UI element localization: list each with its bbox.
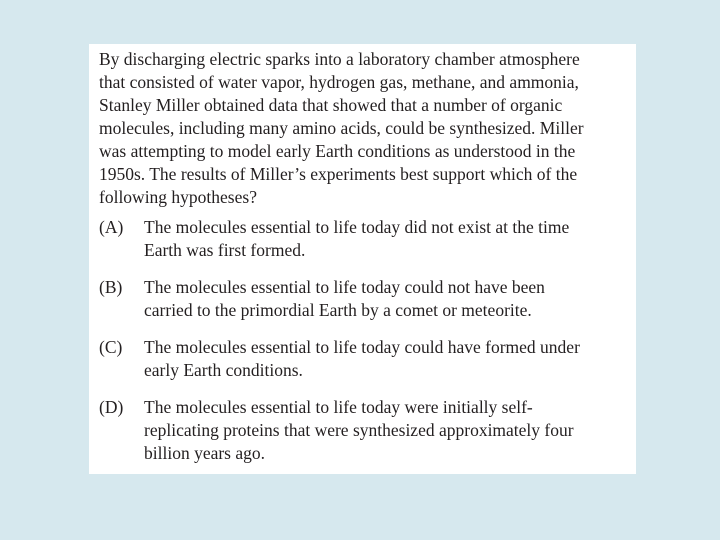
option-letter: (A) — [99, 217, 124, 237]
stem-line: By discharging electric sparks into a laboratory chamber atmosphere — [99, 49, 580, 69]
stem-line: 1950s. The results of Miller’s experiments best support which of the — [99, 164, 578, 184]
option-letter: (D) — [99, 397, 124, 417]
option-letter: (C) — [99, 337, 123, 357]
question-stem — [99, 48, 635, 209]
stem-line: Stanley Miller obtained data that showed that a number of organic — [99, 95, 563, 115]
stem-line: that consisted of water vapor, hydrogen gas, methane, and ammonia, — [99, 72, 579, 92]
question-card — [89, 44, 636, 474]
option-line: The molecules essential to life today were initially self- — [144, 397, 533, 417]
stem-line: was attempting to model early Earth conditions as understood in the — [99, 141, 576, 161]
option-line: billion years ago. — [144, 443, 266, 463]
option-text — [144, 336, 634, 382]
option-line: The molecules essential to life today could have formed under — [144, 337, 580, 357]
option-line: The molecules essential to life today could not have been — [144, 277, 545, 297]
option-line: replicating proteins that were synthesized approximately four — [144, 420, 574, 440]
option-text — [144, 396, 634, 465]
option-line: early Earth conditions. — [144, 360, 303, 380]
stem-line: following hypotheses? — [99, 187, 257, 207]
stem-line: molecules, including many amino acids, could be synthesized. Miller — [99, 118, 584, 138]
option-text — [144, 276, 634, 322]
option-line: carried to the primordial Earth by a comet or meteorite. — [144, 300, 532, 320]
option-line: The molecules essential to life today did not exist at the time — [144, 217, 570, 237]
option-line: Earth was first formed. — [144, 240, 306, 260]
option-text — [144, 216, 634, 262]
option-letter: (B) — [99, 277, 123, 297]
